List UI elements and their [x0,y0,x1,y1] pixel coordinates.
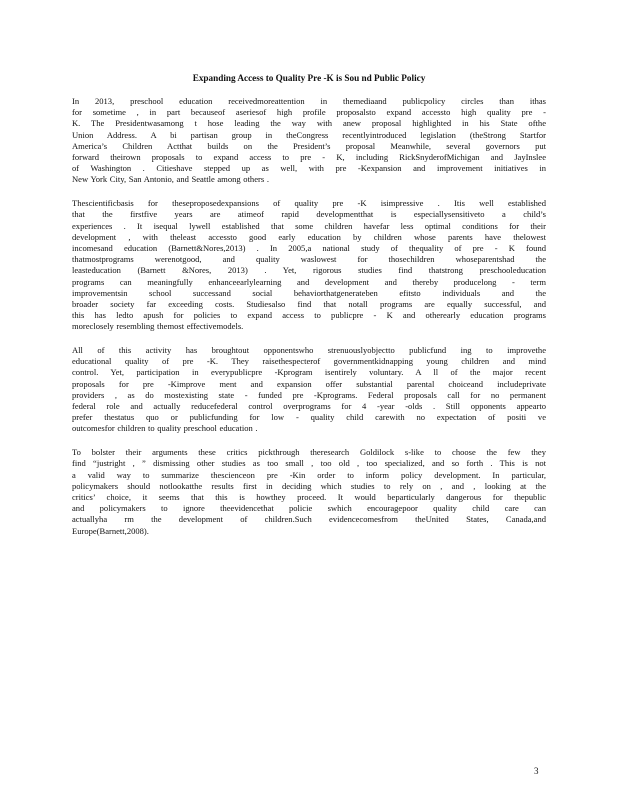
text-line: of Washington . Citieshave stepped up as well, with pre -Kexpansion and improvement initiatives in [72,163,546,174]
text-line: In 2013, preschool education receivedmoreattention in themediaand publicpolicy circles than ithas [72,96,546,106]
text-line: and policymakers to ignore theevidencethat policie swhich encouragepoor quality child care can [72,503,546,514]
text-line: experiences . It isequal lywell established that some children havefar less optimal conditions for their [72,220,546,231]
text-line: a valid way to summarize thescienceon pre -Kin order to inform policy development. In particular, [72,469,546,480]
text-line: All of this activity has broughtout opponentswho strenuouslyobjectto publicfund ing to improvethe [72,345,546,356]
text-line: Thescientificbasis for theseproposedexpansions of quality pre -K isimpressive . Itis well established [72,198,546,209]
text-line: K. The Presidentwasamong t hose leading the way with anew proposal highlighted in his State ofthe [72,118,546,129]
text-line: for sometime , in part becauseof aseriesof high profile proposalsto expand accessto high quality pre - [72,107,546,118]
text-line: policymakers should notlookatthe results first in deciding which studies to rely on , and , looking at the [72,480,546,491]
paragraph-1 [72,96,546,186]
text-line: incomesand education (Barnett&Nores,2013) . In 2005,a national study of thequality of pre - K found [72,242,546,253]
text-line: find “justright , ” dismissing other studies as too small , too old , too specialized, and so forth . This is not [72,458,546,469]
text-line: educational quality of pre -K. They raisethespecterof governmentkidnapping young children and mind [72,356,546,367]
text-line: forward theirown proposals to expand access to pre - K, including RickSnyderofMichigan and JayInslee [72,152,546,163]
text-line: moreclosely resembling themost effectivemodels. [72,321,244,332]
text-line: New York City, San Antonio, and Seattle among others . [72,174,269,185]
document-body [72,96,546,549]
text-line: federal role and actually reducefederal control overprograms for 4 -year -olds . Still opponents appearto [72,401,546,412]
paragraph-4 [72,447,546,537]
text-line: thatmostprograms werenotgood, and quality waslowest for thosechildren whoseparentshad the [72,254,546,265]
text-line: outcomesfor children to quality preschool education . [72,423,258,434]
text-line: providers , as do mostexisting state - funded pre -Kprograms. Federal proposals call for no permanent [72,389,546,400]
document-title: Expanding Access to Quality Pre -K is Sou nd Public Policy [192,73,426,83]
text-line: To bolster their arguments these critics pickthrough theresearch Goldilock s-like to choose the few they [72,447,546,458]
text-line: Union Address. A bi partisan group in theCongress recentlyintroduced legislation (theStrong Startfor [72,129,546,140]
text-line: actuallyha rm the development of children.Such evidencecomesfrom theUnited States, Canada,and [72,514,546,525]
text-line: America’s Children Actthat builds on the President’s proposal Meanwhile, several governors put [72,140,546,151]
text-line: leasteducation (Barnett &Nores, 2013) . Yet, rigorous studies find thatstrong preschooleducation [72,265,546,276]
text-line: critics’ choice, it seems that this is howthey proceed. It would beparticularly dangerous for thepublic [72,492,546,502]
page-number: 3 [534,766,539,776]
text-line: proposals for pre -Kimprove ment and expansion offer substantial parental choiceand includeprivate [72,378,546,389]
text-line: that the firstfive years are atimeof rapid developmentthat is especiallysensitiveto a child’s [72,209,546,220]
text-line: Europe(Barnett,2008). [72,525,149,536]
paragraph-2 [72,198,546,332]
text-line: improvementsin school successand social behaviorthatgenerateben efitsto individuals and the [72,287,546,298]
text-line: programs can meaningfully enhanceearlylearning and development and thereby producelong - term [72,276,546,287]
text-line: control. Yet, participation in everypublicpre -Kprogram isentirely voluntary. A ll of the major recent [72,367,546,378]
text-line: this has ledto apush for policies to expand access to publicpre - K and otherearly education programs [72,310,546,321]
text-line: prefer thestatus quo or publicfunding for low - quality child carewith no expectation of positi ve [72,412,546,423]
text-line: broader society far exceeding costs. Studiesalso find that notall programs are equally successful, and [72,298,546,309]
paragraph-3 [72,345,546,435]
text-line: development , with theleast accessto good early education by children whose parents have thelowest [72,231,546,242]
